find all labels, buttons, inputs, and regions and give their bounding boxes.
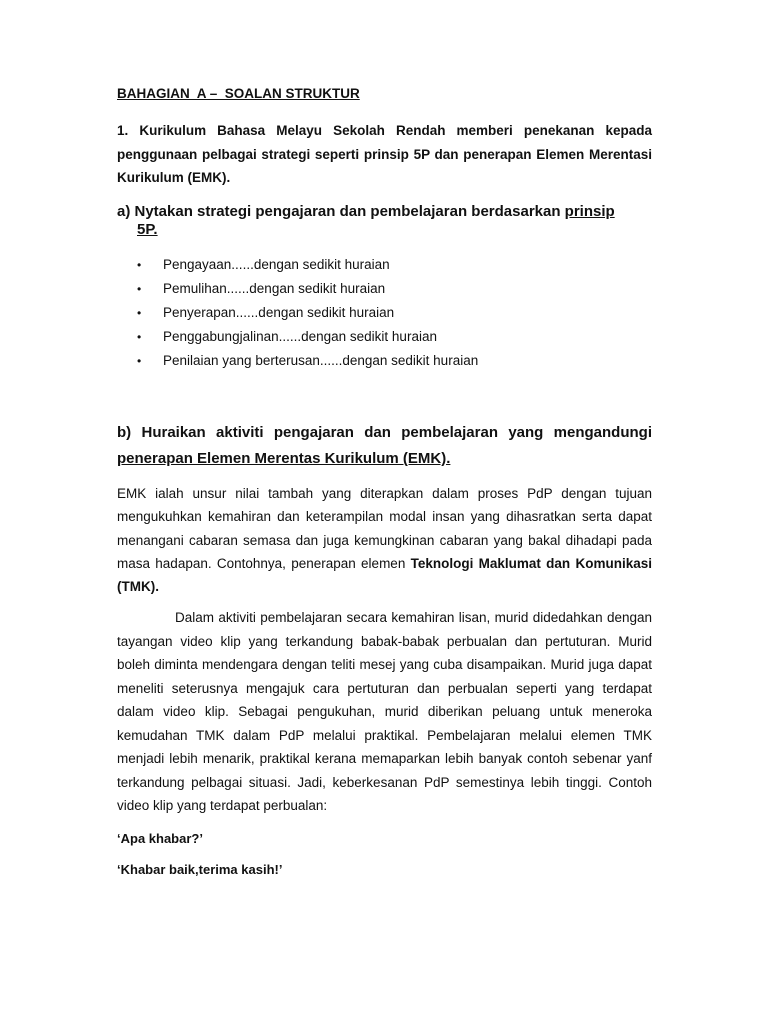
list-item [117,325,652,349]
paragraph-emk-text: EMK ialah unsur nilai tambah yang diterapkan dalam proses PdP dengan tujuan mengukuhkan kemahiran dan keterampilan modal insan yang dihasratkan serta dapat menangani cabaran semasa dan juga kemungkinan cabaran yang bakal dihadapi pada masa hadapan. Contohnya, penerapan elemen [117,486,652,571]
question-b-line-2: penerapan Elemen Merentas Kurikulum (EMK). [117,450,451,467]
question-1: 1. Kurikulum Bahasa Melayu Sekolah Rendah memberi penekanan kepada penggunaan pelbagai strategi seperti prinsip 5P dan penerapan Elemen Merentasi Kurikulum (EMK). [117,123,652,185]
question-a-text: a) Nytakan strategi pengajaran dan pembelajaran berdasarkan [117,203,565,220]
bullet-icon: • [137,354,142,368]
paragraph-emk [117,482,652,598]
list-item [117,253,652,277]
bullet-icon: • [137,306,142,320]
dialogue-quote-2: ‘Khabar baik,terima kasih!’ [117,862,283,877]
strategy-list [117,253,652,373]
question-a-underlined-2: 5P. [137,221,158,238]
bullet-icon: • [137,258,142,272]
question-b [117,420,652,472]
question-a [117,203,652,239]
question-a-underlined-1: prinsip [564,203,615,220]
list-item [117,301,652,325]
list-item [117,349,652,373]
list-item-text: Pengayaan......dengan sedikit huraian [163,257,390,272]
bullet-icon: • [137,330,142,344]
question-b-line-1: b) Huraikan aktiviti pengajaran dan pembelajaran yang mengandungi [117,424,652,441]
list-item-text: Pemulihan......dengan sedikit huraian [163,281,386,296]
paragraph-activity [117,606,652,818]
section-heading: BAHAGIAN A – SOALAN STRUKTUR [117,86,360,101]
paragraph-emk-bold: Teknologi Maklumat dan Komunikasi (TMK). [117,555,652,595]
list-item [117,277,652,301]
paragraph-activity-text: Dalam aktiviti pembelajaran secara kemahiran lisan, murid didedahkan dengan tayangan video klip yang terkandung babak-babak perbualan dan pertuturan. Murid boleh diminta mendengara dengan teliti mesej yang cuba disampaikan. Murid juga dapat meneliti seterusnya mengajuk cara pertuturan dan perbualan seperti yang terdapat dalam video klip. Sebagai pengukuhan, murid diberikan peluang untuk meneroka kemudahan TMK dalam PdP melalui praktikal. Pembelajaran melalui elemen TMK menjadi lebih menarik, praktikal kerana memaparkan lebih banyak contoh sebenar yanf terkandung pelbagai situasi. Jadi, keberkesanan PdP semestinya lebih tinggi. Contoh video klip yang terdapat perbualan: [117,610,652,813]
bullet-icon: • [137,282,142,296]
dialogue-quote-1: ‘Apa khabar?’ [117,831,203,846]
list-item-text: Penggabungjalinan......dengan sedikit huraian [163,329,437,344]
list-item-text: Penilaian yang berterusan......dengan sedikit huraian [163,353,479,368]
list-item-text: Penyerapan......dengan sedikit huraian [163,305,395,320]
